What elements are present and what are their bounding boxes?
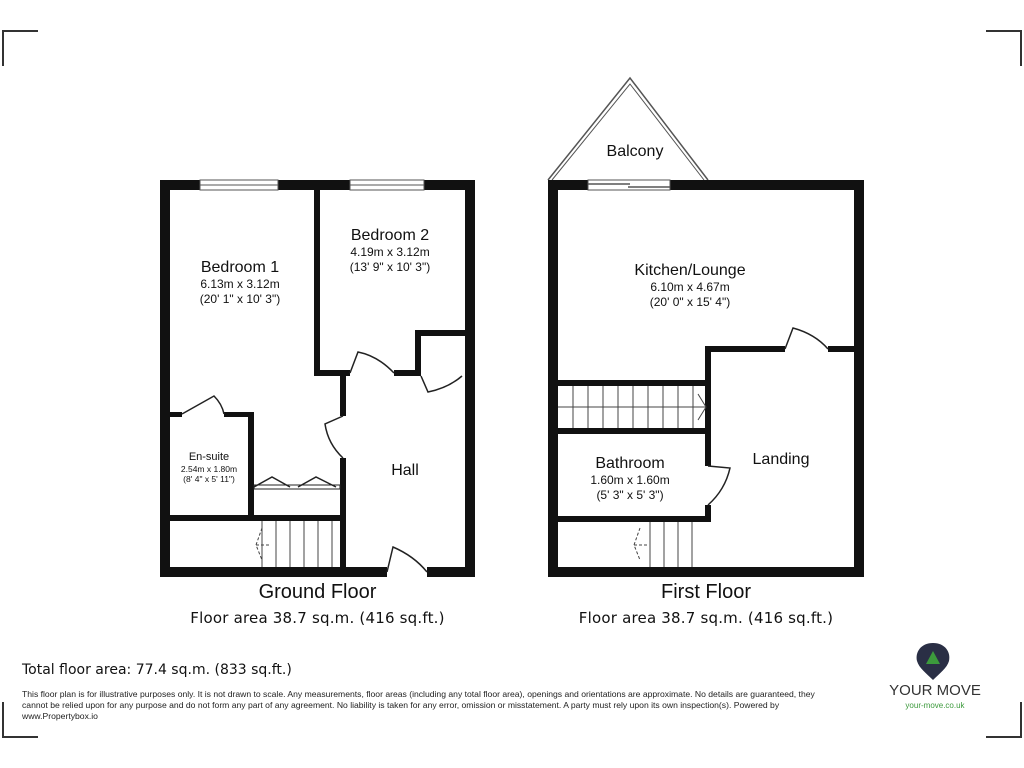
room-imperial: (5' 3" x 5' 3") [596, 487, 664, 502]
room-metric: 6.10m x 4.67m [650, 280, 730, 295]
first-floor-doors [708, 328, 828, 505]
total-floor-area: Total floor area: 77.4 sq.m. (833 sq.ft.) [22, 662, 292, 678]
room-landing [740, 450, 822, 469]
ground-floor-title: Ground Floor [258, 581, 377, 603]
balcony-outline-inner [552, 84, 704, 180]
ground-floor-stairs [256, 521, 332, 567]
room-imperial: (13' 9" x 10' 3") [349, 259, 431, 274]
room-metric: 2.54m x 1.80m [180, 464, 238, 475]
brand-url: your-move.co.uk [905, 701, 965, 710]
room-bedroom-1 [180, 258, 300, 306]
room-name: Kitchen/Lounge [634, 262, 746, 279]
room-imperial: (8' 4" x 5' 11") [183, 474, 235, 485]
room-name: Bedroom 2 [350, 227, 430, 244]
room-kitchen-lounge [620, 261, 760, 309]
room-imperial: (20' 0" x 15' 4") [649, 294, 731, 309]
room-hall [370, 461, 440, 480]
room-name: Bathroom [595, 455, 665, 472]
room-name: Hall [391, 462, 419, 479]
room-name: Bedroom 1 [200, 259, 280, 276]
room-en-suite [172, 451, 246, 485]
room-bedroom-2 [330, 226, 450, 274]
brand-logo [880, 644, 990, 710]
room-metric: 1.60m x 1.60m [590, 473, 670, 488]
room-bathroom [570, 454, 690, 502]
first-floor-title: First Floor [661, 581, 751, 603]
ground-floor-area: Floor area 38.7 sq.m. (416 sq.ft.) [190, 609, 445, 627]
room-name: En-suite [188, 451, 230, 463]
room-name: Balcony [606, 143, 664, 160]
room-balcony [595, 142, 675, 161]
first-floor-area: Floor area 38.7 sq.m. (416 sq.ft.) [578, 609, 834, 627]
room-metric: 4.19m x 3.12m [350, 245, 430, 260]
disclaimer-text: This floor plan is for illustrative purposes only. It is not drawn to scale. Any measurements, floor areas (including any total floor area), openings and orientations are approximate. No details are guaranteed, they cannot be relied upon for any purpose and do not form any part of any agreement. No liability is taken for any error, omission or misstatement. A party must rely upon its own inspection(s). Powered by www.Propertybox.io [22, 689, 815, 721]
room-metric: 6.13m x 3.12m [200, 277, 280, 292]
first-floor-sliding-door [588, 180, 670, 190]
room-name: Landing [752, 451, 810, 468]
brand-name: YOUR MOVE [889, 682, 981, 699]
balcony-outline [548, 78, 708, 180]
room-imperial: (20' 1" x 10' 3") [199, 291, 281, 306]
